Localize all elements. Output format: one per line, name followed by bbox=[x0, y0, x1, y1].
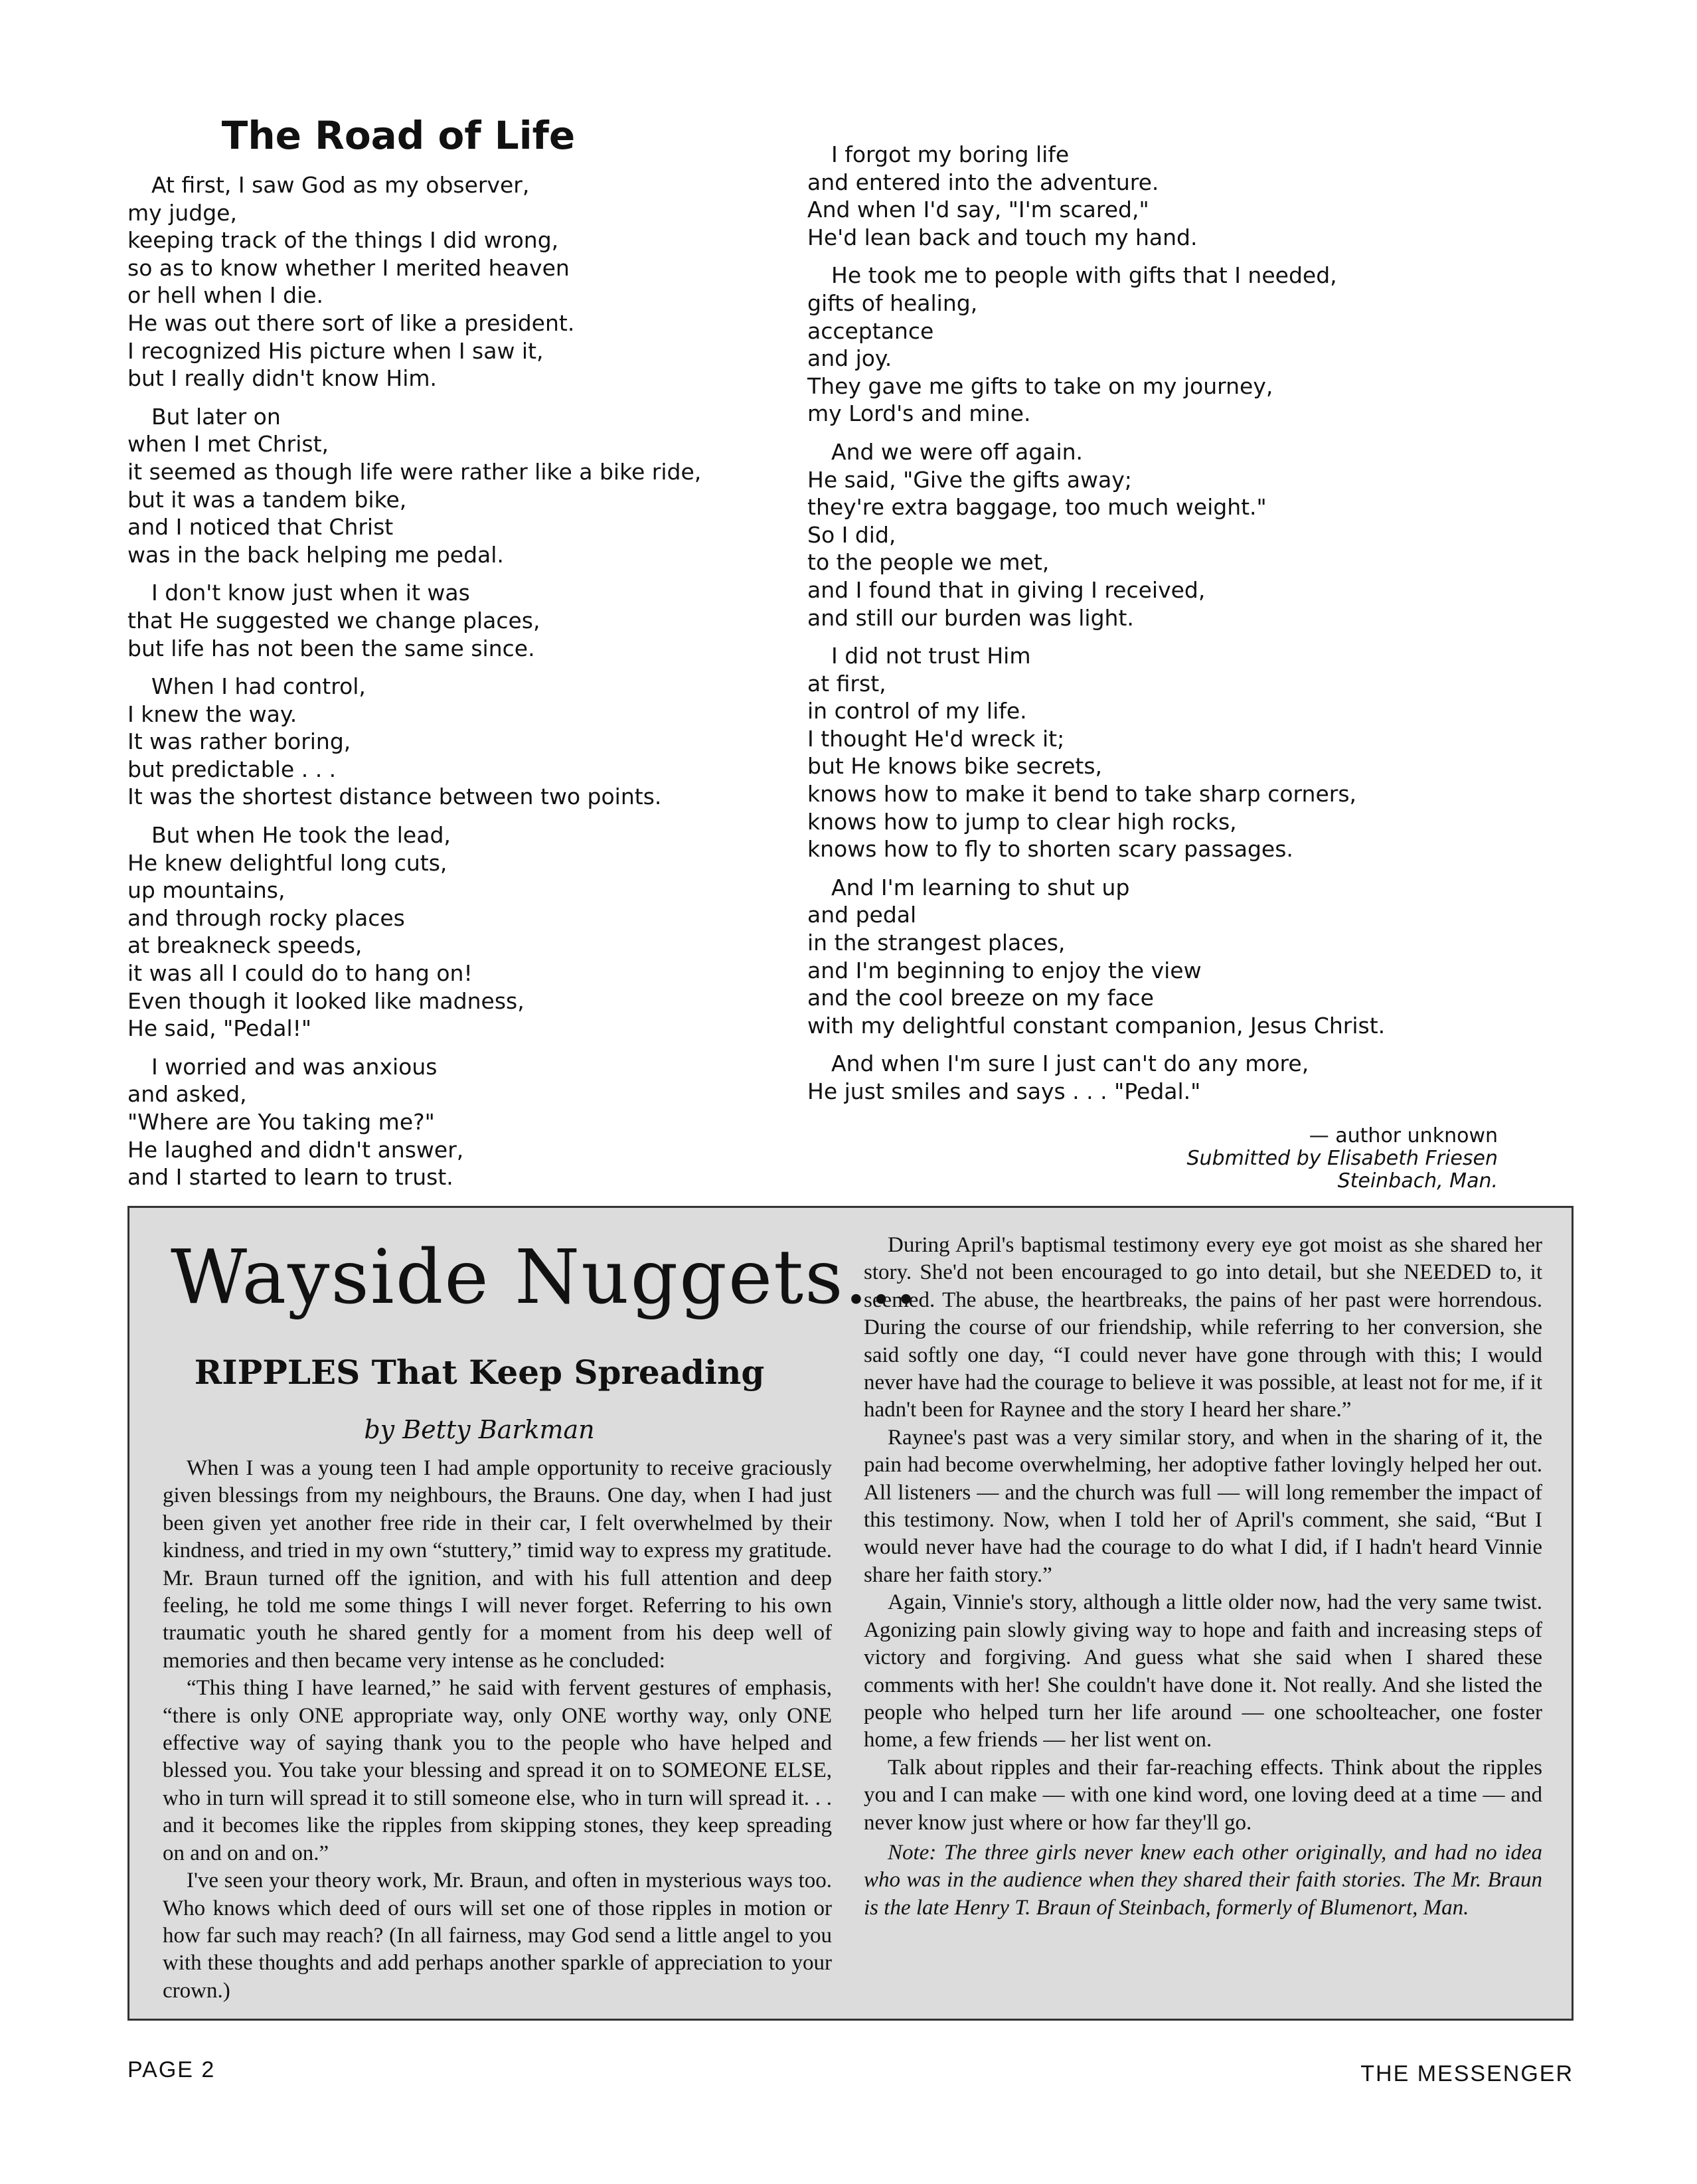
poem-line: but life has not been the same since. bbox=[127, 635, 535, 661]
poem-line: He just smiles and says . . . "Pedal." bbox=[807, 1078, 1201, 1104]
poem-line: I thought He'd wreck it; bbox=[807, 725, 1065, 752]
poem-line: He'd lean back and touch my hand. bbox=[807, 224, 1198, 250]
poem-line: I did not trust Him bbox=[831, 643, 1031, 669]
poem-line: and entered into the adventure. bbox=[807, 169, 1159, 195]
poem-stanza bbox=[807, 1050, 1577, 1105]
poem-line: up mountains, bbox=[127, 877, 285, 904]
poem-column-right bbox=[807, 141, 1577, 1116]
section-header: Wayside Nuggets... bbox=[171, 1234, 920, 1321]
poem-line: to the people we met, bbox=[807, 549, 1050, 576]
poem-line: I recognized His picture when I saw it, bbox=[127, 337, 544, 364]
article-column-right bbox=[864, 1232, 1542, 1922]
poem-stanza bbox=[127, 821, 765, 1043]
poem-line: I knew the way. bbox=[127, 701, 297, 727]
poem-title: The Road of Life bbox=[221, 113, 576, 158]
poem-line: it seemed as though life were rather like a bike ride, bbox=[127, 458, 702, 485]
poem-line: He knew delightful long cuts, bbox=[127, 849, 447, 876]
poem-stanza bbox=[807, 874, 1577, 1040]
poem-line: was in the back helping me pedal. bbox=[127, 541, 504, 568]
poem-line: at first, bbox=[807, 670, 886, 697]
poem-line: and the cool breeze on my face bbox=[807, 985, 1154, 1011]
poem-line: and still our burden was light. bbox=[807, 604, 1134, 631]
poem-stanza bbox=[807, 438, 1577, 631]
poem-line: gifts of healing, bbox=[807, 290, 978, 316]
poem-stanza bbox=[127, 1053, 765, 1191]
poem-line: with my delightful constant companion, Jesus Christ. bbox=[807, 1012, 1386, 1039]
poem-line: but it was a tandem bike, bbox=[127, 486, 407, 513]
poem-line: and I noticed that Christ bbox=[127, 514, 394, 541]
article-paragraph: I've seen your theory work, Mr. Braun, and often in mysterious ways too. Who knows which deed of ours will set one of those ripples in motion or how far such may reach? (In all fairness, may God send a little angel to you with these thoughts and add perhaps another sparkle of appreciation to your crown.) bbox=[163, 1869, 832, 2003]
poem-line: And when I'm sure I just can't do any more, bbox=[831, 1050, 1309, 1077]
article-paragraph: Again, Vinnie's story, although a little older now, had the very same twist. Agonizing pain slowly giving way to hope and faith and increasing steps of victory and forgiving. And guess what she said when I shared these comments with her! She couldn't have done it. Not really. And she listed the people who helped turn her life around — one schoolteacher, one foster home, a few friends — her list went on. bbox=[864, 1590, 1542, 1752]
article-title: RIPPLES That Keep Spreading bbox=[194, 1353, 765, 1392]
poem-stanza bbox=[807, 262, 1577, 428]
poem-column-left bbox=[127, 171, 765, 1202]
poem-line: He was out there sort of like a president. bbox=[127, 309, 575, 336]
article-paragraph: During April's baptismal testimony every eye got moist as she shared her story. She'd not been encouraged to go into detail, but she NEEDED to, it seemed. The abuse, the heartbreaks, the pains of her past were horrendous. During the course of our friendship, while referring to her conversion, she said softly one day, “I could never have gone through with this; I would never have had the courage to believe it was possible, at least not for me, if it hadn't been for Raynee and the story I heard her share.” bbox=[864, 1233, 1542, 1422]
poem-line: "Where are You taking me?" bbox=[127, 1109, 435, 1135]
article-note: Note: The three girls never knew each other originally, and had no idea who was in the audience when they shared their faith stories. The Mr. Braun is the late Henry T. Braun of Steinbach, formerly of Blumenort, Man. bbox=[864, 1840, 1542, 1920]
poem-line: At first, I saw God as my observer, bbox=[151, 172, 530, 198]
poem-line: I don't know just when it was bbox=[151, 580, 470, 606]
poem-line: keeping track of the things I did wrong, bbox=[127, 227, 559, 254]
page-number: PAGE 2 bbox=[127, 2057, 216, 2082]
poem-stanza bbox=[807, 642, 1577, 863]
poem-line: in the strangest places, bbox=[807, 930, 1066, 956]
poem-line: knows how to jump to clear high rocks, bbox=[807, 808, 1237, 835]
article-column-left bbox=[163, 1455, 832, 2005]
poem-line: so as to know whether I merited heaven bbox=[127, 254, 570, 281]
poem-line: And I'm learning to shut up bbox=[831, 874, 1130, 900]
poem-credits bbox=[1187, 1125, 1498, 1193]
poem-line: When I had control, bbox=[151, 673, 366, 700]
poem-line: He said, "Pedal!" bbox=[127, 1015, 312, 1042]
article-paragraph: “This thing I have learned,” he said with fervent gestures of emphasis, “there is only ONE appropriate way, only ONE worthy way, only ONE effective way of saying thank you to the people who have helped and blessed you. You take your blessing and spread it on to SOMEONE ELSE, who in turn will spread it to still someone else, who in turn will spread it. . . and it becomes like the ripples from skipping stones, they keep spreading on and on and on.” bbox=[163, 1676, 832, 1865]
poem-line: acceptance bbox=[807, 317, 934, 344]
poem-line: but I really didn't know Him. bbox=[127, 365, 438, 392]
poem-stanza bbox=[127, 673, 765, 811]
poem-line: It was the shortest distance between two points. bbox=[127, 784, 662, 810]
poem-line: it was all I could do to hang on! bbox=[127, 960, 473, 987]
article-paragraph: When I was a young teen I had ample opportunity to receive graciously given blessings from my neighbours, the Brauns. One day, when I had just been given yet another free ride in their car, I felt overwhelmed by their kindness, and tried in my own “stuttery,” timid way to express my gratitude. Mr. Braun turned off the ignition, and with his full attention and deep feeling, he told me some things I will never forget. Referring to his own traumatic youth he shared gently for a moment from his deep well of memories and then became very intense as he concluded: bbox=[163, 1456, 832, 1673]
poem-line: and I started to learn to trust. bbox=[127, 1164, 453, 1191]
poem-line: and through rocky places bbox=[127, 904, 405, 931]
poem-line: And when I'd say, "I'm scared," bbox=[807, 197, 1149, 223]
poem-line: at breakneck speeds, bbox=[127, 932, 363, 959]
poem-line: when I met Christ, bbox=[127, 431, 329, 458]
poem-stanza bbox=[127, 403, 765, 569]
poem-line: I forgot my boring life bbox=[831, 141, 1070, 167]
article-byline: by Betty Barkman bbox=[364, 1415, 595, 1444]
poem-author: — author unknown bbox=[1309, 1124, 1498, 1147]
poem-line: And we were off again. bbox=[831, 438, 1084, 465]
poem-line: It was rather boring, bbox=[127, 728, 351, 755]
poem-line: and joy. bbox=[807, 345, 892, 372]
poem-line: and asked, bbox=[127, 1081, 247, 1108]
poem-submitter-location: Steinbach, Man. bbox=[1337, 1169, 1498, 1193]
poem-line: that He suggested we change places, bbox=[127, 607, 540, 633]
article-paragraph: Raynee's past was a very similar story, and when in the sharing of it, the pain had become overwhelming, her adoptive father lovingly helped her out. All listeners — and the church was full — will long remember the impact of this testimony. Now, when I told her of April's comment, she said, “But I would never have had the courage to do what I did, if I hadn't heard Vinnie share her faith story.” bbox=[864, 1425, 1542, 1587]
poem-line: my judge, bbox=[127, 199, 237, 226]
poem-line: they're extra baggage, too much weight." bbox=[807, 494, 1267, 521]
poem-line: my Lord's and mine. bbox=[807, 400, 1031, 427]
poem-line: and I'm beginning to enjoy the view bbox=[807, 957, 1202, 983]
poem-submitter: Submitted by Elisabeth Friesen bbox=[1186, 1147, 1498, 1170]
poem-line: He said, "Give the gifts away; bbox=[807, 466, 1132, 493]
poem-line: or hell when I die. bbox=[127, 282, 324, 309]
poem-line: But later on bbox=[151, 403, 281, 430]
poem-stanza bbox=[127, 579, 765, 662]
wayside-nuggets-box bbox=[127, 1206, 1574, 2021]
poem-line: and I found that in giving I received, bbox=[807, 576, 1206, 603]
poem-line: He laughed and didn't answer, bbox=[127, 1136, 464, 1163]
poem-line: but predictable . . . bbox=[127, 756, 337, 782]
article-paragraph: Talk about ripples and their far-reaching effects. Think about the ripples you and I can make — with one kind word, one loving deed at a time — and never know just where or how far they'll go. bbox=[864, 1755, 1542, 1835]
poem-line: knows how to fly to shorten scary passages. bbox=[807, 836, 1293, 863]
poem-line: in control of my life. bbox=[807, 698, 1027, 724]
poem-line: but He knows bike secrets, bbox=[807, 753, 1103, 780]
poem-line: But when He took the lead, bbox=[151, 822, 451, 849]
poem-line: They gave me gifts to take on my journey, bbox=[807, 373, 1273, 399]
poem-line: I worried and was anxious bbox=[151, 1053, 438, 1080]
poem-stanza bbox=[127, 171, 765, 392]
poem-line: He took me to people with gifts that I needed, bbox=[831, 262, 1337, 289]
poem-stanza bbox=[807, 141, 1577, 251]
poem-line: Even though it looked like madness, bbox=[127, 987, 525, 1014]
poem-line: knows how to make it bend to take sharp corners, bbox=[807, 781, 1357, 807]
poem-line: So I did, bbox=[807, 521, 896, 548]
poem-line: and pedal bbox=[807, 902, 917, 928]
publication-name: THE MESSENGER bbox=[1360, 2061, 1574, 2086]
